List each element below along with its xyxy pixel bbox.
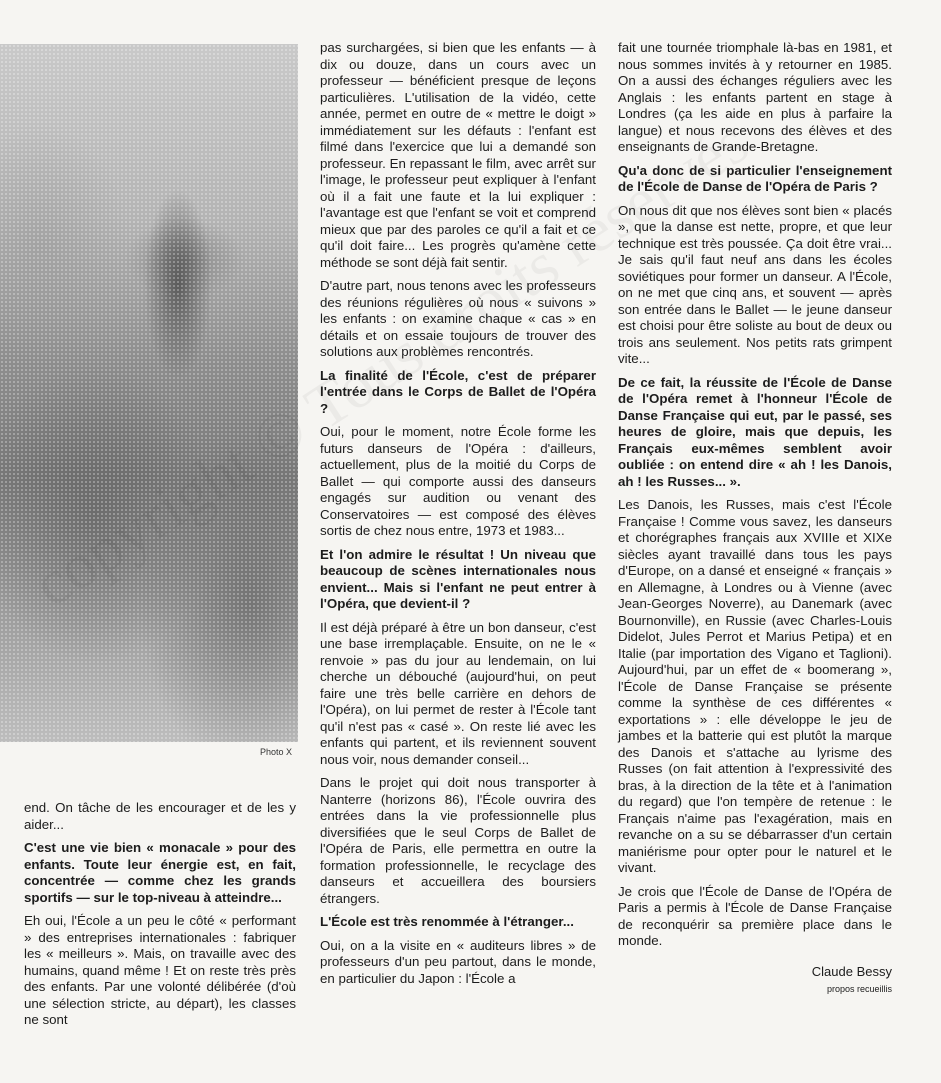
paragraph: fait une tournée triomphale là-bas en 1981, et nous sommes invités à y retourner en 1985. On a aussi des échanges réguliers avec les Anglais : les enfants partent en stage à Londres (ça les aide en plus à parfaire la langue) et nous recevons des élèves et des enseignants de Grande-Bretagne. (618, 40, 892, 154)
paragraph: Les Danois, les Russes, mais c'est l'École Française ! Comme vous savez, les danseurs et chorégraphes français aux XVIIIe et XIXe siècles ayant travaillé dans tous les pays d'Europe, on a dansé et enseigné « français » en Allemagne, à Londres ou à Vienne (avec Jean-Georges Noverre), au Danemark (avec Bournonville), en Russie (avec Charles-Louis Didelot, Jules Perrot et Marius Petipa) et en Italie (par importation des Vigano et Taglioni). Aujourd'hui, par un effet de « boomerang », l'École de Danse Française se présente comme la synthèse de ces différentes « exportations » : elle développe le jeu de jambes et la batterie qui est plutôt la marque des Danois et s'attache au lyrisme des Russes (on fait attention à l'expressivité des bras, à la direction de la tête et à l'animation du regard) que l'on tempère de retenue : le Français n'aime pas l'exagération, mais en revanche on a su se débarrasser d'un certain maniérisme pour opter pour le naturel et le vivant. (618, 497, 892, 875)
signature-block (618, 964, 892, 998)
paragraph: Eh oui, l'École a un peu le côté « performant » des entreprises internationales : fabriquer les « meilleurs ». Mais, on travaille avec des humains, quand même ! Et on reste très près des enfants. Par une volonté délibérée (d'où une sélection stricte, au départ), les classes ne sont (24, 913, 296, 1027)
paragraph: pas surchargées, si bien que les enfants — à dix ou douze, dans un cours avec un professeur — bénéficient presque de leçons particulières. L'utilisation de la vidéo, cette année, permet en outre de « mettre le doigt » immédiatement sur les défauts : l'enfant est filmé dans l'exercice que lui a demandé son professeur. En repassant le film, avec arrêt sur l'image, le professeur peut expliquer à l'enfant où il a fait une faute et la lui expliquer : l'avantage est que l'enfant se voit et comprend mieux que par des paroles ce qu'il a fait et ce qu'il doit faire... Les progrès qu'amène cette méthode se sont déjà fait sentir. (320, 40, 596, 270)
paragraph: Oui, pour le moment, notre École forme les futurs danseurs de l'Opéra : d'ailleurs, actuellement, plus de la moitié du Corps de Ballet — qui comporte aussi des danseurs engagés sur audition ou venant des Conservatoires — est composé des élèves sortis de chez nous entre, 1973 et 1983... (320, 424, 596, 538)
text-column-1 (24, 800, 296, 1036)
text-column-3 (618, 40, 892, 998)
question: L'École est très renommée à l'étranger... (320, 914, 574, 929)
question: La finalité de l'École, c'est de préparer l'entrée dans le Corps de Ballet de l'Opéra ? (320, 367, 596, 416)
text-column-2 (320, 40, 596, 994)
question: C'est une vie bien « monacale » pour des enfants. Toute leur énergie est, en fait, concentrée — comme chez les grands sportifs — sur le top-niveau à atteindre... (24, 840, 296, 905)
paragraph: On nous dit que nos élèves sont bien « placés », que la danse est nette, propre, et que leur technique est très poussée. Ça doit être vrai... Je sais qu'il faut neuf ans dans les écoles soviétiques pour former un danseur. A l'École, on ne met que cinq ans, et souvent — après son entrée dans le Ballet — le jeune danseur est choisi pour être soliste au bout de deux ou trois ans seulement. Nos petits rats grimpent vite... (618, 202, 892, 366)
question: De ce fait, la réussite de l'École de Danse de l'Opéra remet à l'honneur l'École de Danse Française qui eut, par le passé, ses heures de gloire, mais que depuis, les Français eux-mêmes semblent avoir oubliée : on entend dire « ah ! les Danois, ah ! les Russes... ». (618, 374, 892, 489)
paragraph: end. On tâche de les encourager et de les y aider... (24, 800, 296, 832)
signature-note: propos recueillis (826, 984, 892, 994)
paragraph: D'autre part, nous tenons avec les professeurs des réunions régulières où nous « suivons » les enfants : on examine chaque « cas » en détails et on essaie toujours de trouver des solutions aux problèmes rencontrés. (320, 278, 596, 359)
paragraph: Je crois que l'École de Danse de l'Opéra de Paris a permis à l'École de Danse Française de reconquérir sa première place dans le monde. (618, 883, 892, 948)
paragraph: Oui, on a la visite en « auditeurs libres » de professeurs d'un peu partout, dans le monde, en particulier du Japon : l'École a (320, 937, 596, 986)
signature-name: Claude Bessy (811, 963, 892, 979)
photograph (0, 44, 298, 742)
paragraph: Dans le projet qui doit nous transporter à Nanterre (horizons 86), l'École ouvrira des entrées dans la vie professionnelle plus diversifiées que le seul Corps de Ballet de l'Opéra de Paris, elle permettra en outre la formation professionnelle, le recyclage des danseurs et accueillera des boursiers étrangers. (320, 775, 596, 906)
question: Qu'a donc de si particulier l'enseignement de l'École de Danse de l'Opéra de Paris ? (618, 162, 892, 194)
photo-credit: Photo X (260, 747, 293, 757)
paragraph: Il est déjà préparé à être un bon danseur, c'est une base irremplaçable. Ensuite, on ne le « renvoie » pas du jour au lendemain, on lui cherche un débouché (aujourd'hui, on peut faire une très belle carrière en dehors de l'Opéra), on lui permet de rester à l'École tant qu'il n'est pas « casé ». On reste lié avec les enfants qui partent, et ils reviennent souvent nous voir, nous demander conseil... (320, 619, 596, 767)
question: Et l'on admire le résultat ! Un niveau que beaucoup de scènes internationales nous envient... Mais si l'enfant ne peut entrer à l'Opéra, que devient-il ? (320, 546, 596, 611)
